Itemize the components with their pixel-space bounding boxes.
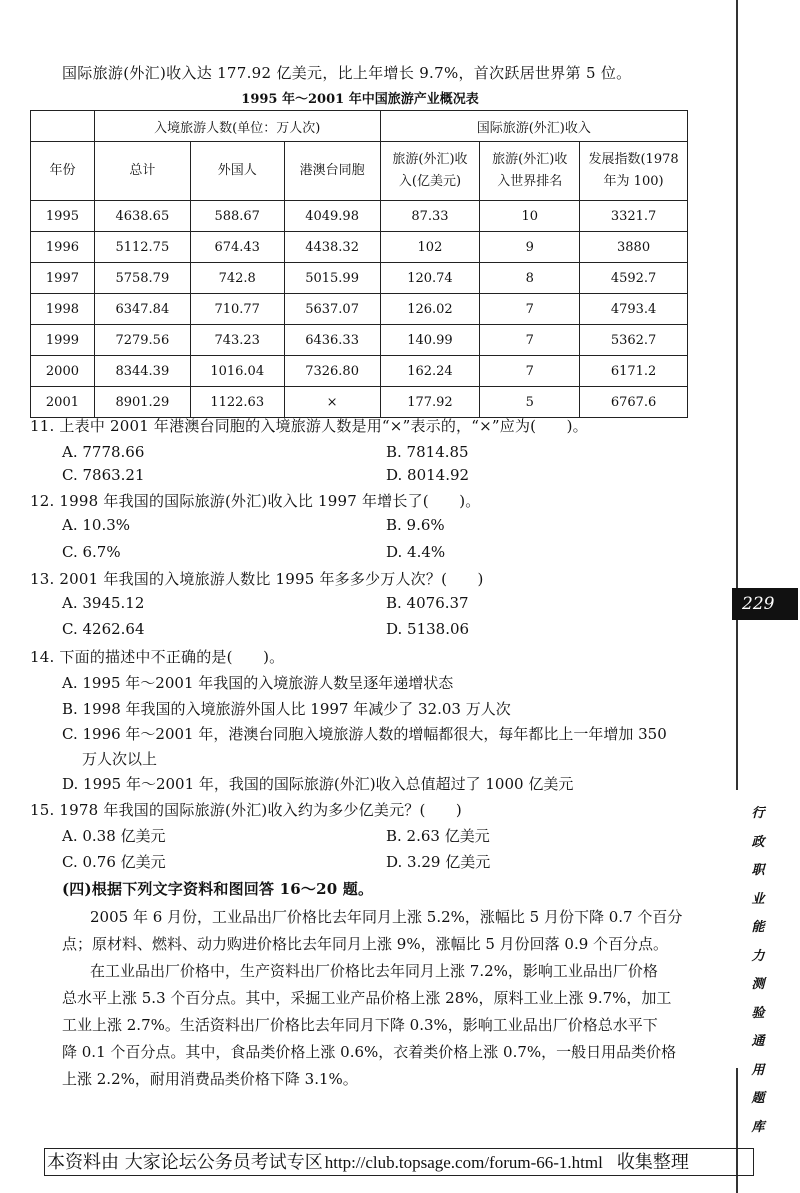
cell-total: 6347.84 [94, 294, 190, 325]
cell-income: 126.02 [380, 294, 480, 325]
cell-foreign: 674.43 [190, 232, 284, 263]
q13-option-b: B. 4076.37 [386, 594, 469, 612]
cell-year: 1998 [31, 294, 95, 325]
table-row [31, 294, 688, 325]
cell-hkmt: × [284, 387, 380, 418]
header-rank-line1: 旅游(外汇)收 [492, 152, 568, 167]
table-row [31, 232, 688, 263]
cell-total: 8901.29 [94, 387, 190, 418]
section-4-heading: (四)根据下列文字资料和图回答 16～20 题。 [62, 880, 374, 898]
cell-index: 3321.7 [580, 201, 688, 232]
cell-total: 7279.56 [94, 325, 190, 356]
footer-link[interactable]: http://club.topsage.com/forum-66-1.html [324, 1153, 603, 1172]
q14-option-a: A. 1995 年～2001 年我国的入境旅游人数呈逐年递增状态 [62, 674, 454, 692]
cell-year: 2000 [31, 356, 95, 387]
q14-option-d: D. 1995 年～2001 年，我国的国际旅游(外汇)收入总值超过了 1000 亿美元 [62, 775, 574, 793]
intro-line: 国际旅游(外汇)收入达 177.92 亿美元，比上年增长 9.7%，首次跃居世界第 5 位。 [62, 64, 632, 82]
cell-income: 140.99 [380, 325, 480, 356]
footer-banner [44, 1148, 754, 1176]
table-row [31, 201, 688, 232]
cell-rank: 5 [480, 387, 580, 418]
cell-year: 1996 [31, 232, 95, 263]
cell-rank: 9 [480, 232, 580, 263]
cell-hkmt: 5637.07 [284, 294, 380, 325]
cell-rank: 10 [480, 201, 580, 232]
q13-option-a: A. 3945.12 [62, 594, 145, 612]
cell-total: 8344.39 [94, 356, 190, 387]
cell-year: 2001 [31, 387, 95, 418]
header-index-line1: 发展指数(1978 [588, 152, 679, 167]
paragraph-2-line5: 上涨 2.2%，耐用消费品类价格下降 3.1%。 [62, 1070, 358, 1088]
cell-index: 5362.7 [580, 325, 688, 356]
footer-suffix: 收集整理 [616, 1152, 689, 1173]
book-title-vertical: 行 政 职 业 能 力 测 验 通 用 题 库 [751, 806, 765, 1135]
cell-index: 4793.4 [580, 294, 688, 325]
header-total: 总计 [94, 142, 190, 201]
header-income-line1: 旅游(外汇)收 [392, 152, 468, 167]
cell-foreign: 710.77 [190, 294, 284, 325]
paragraph-2-line4: 降 0.1 个百分点。其中，食品类价格上涨 0.6%，衣着类价格上涨 0.7%，一般日用品类价格 [62, 1043, 677, 1061]
q11-option-b: B. 7814.85 [386, 443, 469, 461]
paragraph-1-line2: 点；原材料、燃料、动力购进价格比去年同月上涨 9%，涨幅比 5 月份回落 0.9 个百分点。 [62, 935, 669, 953]
margin-rule-top [736, 0, 738, 588]
tourism-table [30, 110, 688, 418]
cell-hkmt: 7326.80 [284, 356, 380, 387]
cell-foreign: 743.23 [190, 325, 284, 356]
header-inbound-group: 入境旅游人数(单位：万人次) [94, 111, 380, 142]
cell-index: 6767.6 [580, 387, 688, 418]
header-index-line2: 年为 100) [603, 174, 664, 189]
cell-hkmt: 6436.33 [284, 325, 380, 356]
paragraph-2-line2: 总水平上涨 5.3 个百分点。其中，采掘工业产品价格上涨 28%，原料工业上涨 9.7%，加工 [62, 989, 672, 1007]
table-title: 1995 年～2001 年中国旅游产业概况表 [241, 92, 479, 107]
table-header-group-row [31, 111, 688, 142]
question-15: 15. 1978 年我国的国际旅游(外汇)收入约为多少亿美元？( ) [30, 801, 462, 819]
q13-option-c: C. 4262.64 [62, 620, 145, 638]
question-12: 12. 1998 年我国的国际旅游(外汇)收入比 1997 年增长了( )。 [30, 492, 481, 510]
table-header-row [31, 142, 688, 201]
q14-option-c-line1: C. 1996 年～2001 年，港澳台同胞入境旅游人数的增幅都很大，每年都比上一年增加 350 [62, 725, 667, 743]
table-row [31, 387, 688, 418]
question-13: 13. 2001 年我国的入境旅游人数比 1995 年多多少万人次？( ) [30, 570, 484, 588]
header-rank [480, 142, 580, 201]
cell-total: 4638.65 [94, 201, 190, 232]
header-income [380, 142, 480, 201]
q11-option-a: A. 7778.66 [62, 443, 145, 461]
header-foreign: 外国人 [190, 142, 284, 201]
cell-hkmt: 5015.99 [284, 263, 380, 294]
q15-option-b: B. 2.63 亿美元 [386, 827, 490, 845]
table-row [31, 356, 688, 387]
cell-income: 87.33 [380, 201, 480, 232]
cell-foreign: 742.8 [190, 263, 284, 294]
q11-option-d: D. 8014.92 [386, 466, 470, 484]
paragraph-2-line1: 在工业品出厂价格中，生产资料出厂价格比去年同月上涨 7.2%，影响工业品出厂价格 [90, 962, 658, 980]
cell-foreign: 588.67 [190, 201, 284, 232]
cell-year: 1997 [31, 263, 95, 294]
q15-option-c: C. 0.76 亿美元 [62, 853, 166, 871]
cell-rank: 7 [480, 356, 580, 387]
cell-income: 177.92 [380, 387, 480, 418]
cell-total: 5112.75 [94, 232, 190, 263]
paragraph-1-line1: 2005 年 6 月份，工业品出厂价格比去年同月上涨 5.2%，涨幅比 5 月份下降 0.7 个百分 [90, 908, 683, 926]
page-number: 229 [732, 588, 798, 620]
q12-option-a: A. 10.3% [62, 516, 131, 534]
margin-rule-middle [736, 620, 738, 790]
q13-option-d: D. 5138.06 [386, 620, 470, 638]
cell-foreign: 1016.04 [190, 356, 284, 387]
header-blank [31, 111, 95, 142]
cell-index: 6171.2 [580, 356, 688, 387]
table-row [31, 325, 688, 356]
q12-option-b: B. 9.6% [386, 516, 445, 534]
paragraph-2-line3: 工业上涨 2.7%。生活资料出厂价格比去年同月下降 0.3%，影响工业品出厂价格总水平下 [62, 1016, 658, 1034]
header-hkmt: 港澳台同胞 [284, 142, 380, 201]
header-index [580, 142, 688, 201]
cell-income: 120.74 [380, 263, 480, 294]
footer-prefix: 本资料由 大家论坛公务员考试专区 [47, 1152, 323, 1173]
header-income-line2: 入(亿美元) [398, 174, 462, 189]
header-income-group: 国际旅游(外汇)收入 [380, 111, 687, 142]
q12-option-c: C. 6.7% [62, 543, 121, 561]
cell-income: 102 [380, 232, 480, 263]
cell-year: 1999 [31, 325, 95, 356]
question-14: 14. 下面的描述中不正确的是( )。 [30, 648, 285, 666]
table-row [31, 263, 688, 294]
cell-rank: 7 [480, 325, 580, 356]
cell-hkmt: 4049.98 [284, 201, 380, 232]
q11-option-c: C. 7863.21 [62, 466, 145, 484]
cell-foreign: 1122.63 [190, 387, 284, 418]
header-year: 年份 [31, 142, 95, 201]
question-11: 11. 上表中 2001 年港澳台同胞的入境旅游人数是用“×”表示的，“×”应为( )。 [30, 417, 588, 435]
cell-index: 4592.7 [580, 263, 688, 294]
cell-total: 5758.79 [94, 263, 190, 294]
q15-option-d: D. 3.29 亿美元 [386, 853, 491, 871]
q14-option-c-line2: 万人次以上 [82, 750, 158, 768]
q15-option-a: A. 0.38 亿美元 [62, 827, 166, 845]
cell-hkmt: 4438.32 [284, 232, 380, 263]
cell-year: 1995 [31, 201, 95, 232]
q12-option-d: D. 4.4% [386, 543, 446, 561]
cell-income: 162.24 [380, 356, 480, 387]
header-rank-line2: 入世界排名 [497, 174, 563, 189]
cell-rank: 7 [480, 294, 580, 325]
cell-index: 3880 [580, 232, 688, 263]
cell-rank: 8 [480, 263, 580, 294]
q14-option-b: B. 1998 年我国的入境旅游外国人比 1997 年减少了 32.03 万人次 [62, 700, 511, 718]
